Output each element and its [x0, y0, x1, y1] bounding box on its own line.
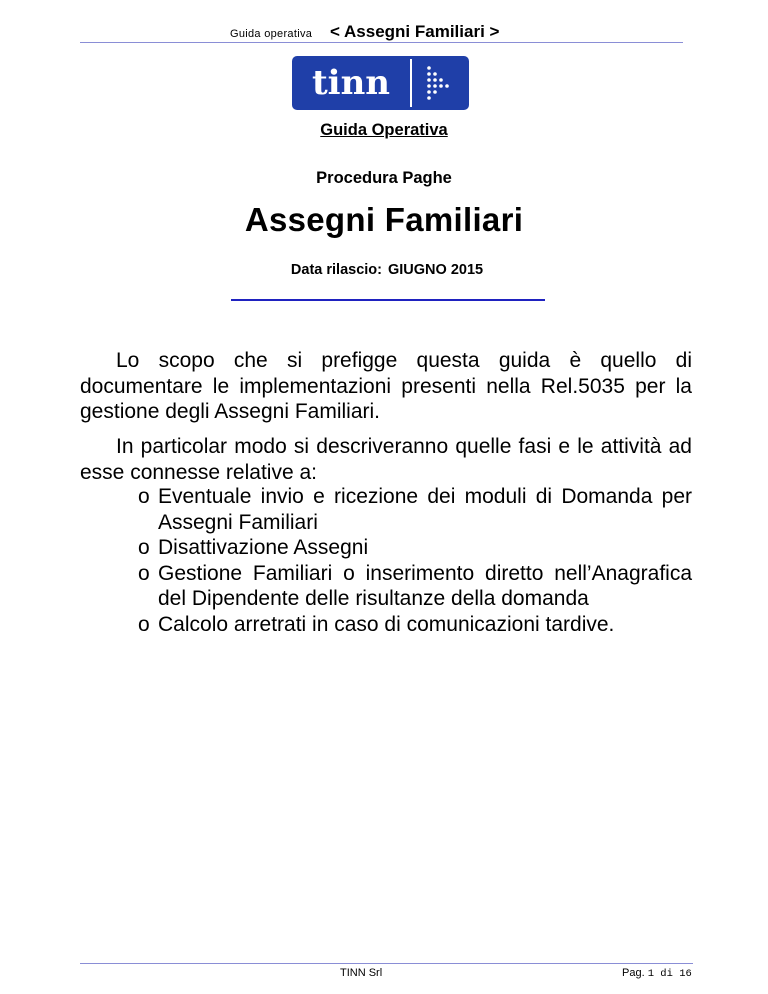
title-divider [231, 299, 545, 301]
topics-list [138, 484, 692, 637]
header-divider [80, 42, 683, 43]
list-item: o Disattivazione Assegni [138, 536, 369, 559]
scope-paragraph: In particolar modo si descriveranno quelle fasi e le attività ad esse connesse relative a: [80, 435, 692, 484]
list-item: o Gestione Familiari o inserimento diretto nell’Anagrafica del Dipendente delle risultanze della domanda [138, 561, 692, 610]
footer-company: TINN Srl [340, 967, 383, 979]
logo-wordmark: tinn [311, 63, 391, 103]
list-item: o Calcolo arretrati in caso di comunicazioni tardive. [138, 612, 615, 636]
release-value: GIUGNO 2015 [387, 262, 484, 278]
bullet-icon: o [138, 561, 150, 585]
page-label: Pag. [622, 967, 645, 979]
tinn-logo [292, 56, 469, 110]
page-header [0, 22, 768, 42]
page-number [622, 967, 692, 980]
header-guide-label: Guida operativa [230, 28, 313, 40]
document-title: Assegni Familiari [244, 201, 524, 238]
bullet-icon: o [138, 485, 150, 508]
procedure-name: Procedura Paghe [316, 169, 452, 187]
document-type: Guida Operativa [320, 121, 448, 139]
page-count: 1 di 16 [647, 968, 692, 980]
list-item: o Eventuale invio e ricezione dei moduli di Domanda per Assegni Familiari [138, 485, 692, 534]
release-label: Data rilascio: [290, 262, 382, 278]
intro-paragraph: Lo scopo che si prefigge questa guida è quello di documentare le implementazioni presenti nella Rel.5035 per la gestione degli Assegni Familiari. [80, 349, 692, 423]
release-date [0, 262, 768, 278]
bullet-icon: o [138, 612, 150, 636]
bullet-icon: o [138, 536, 150, 559]
footer-divider [80, 963, 693, 964]
header-section-title: < Assegni Familiari > [330, 22, 500, 41]
